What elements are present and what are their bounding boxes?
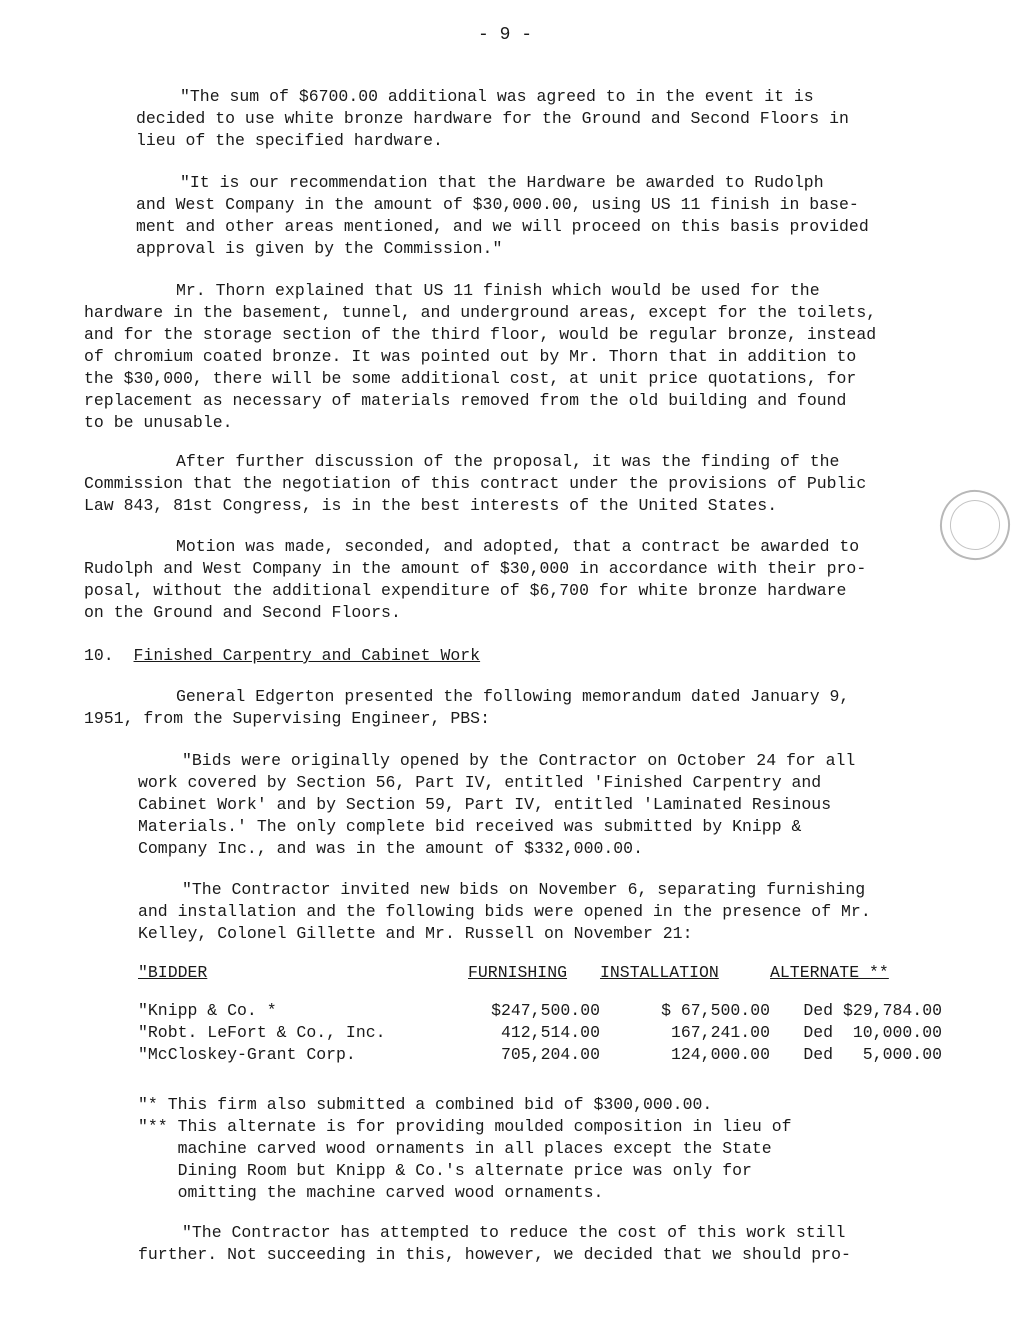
text-line: Materials.' The only complete bid received was submitted by Knipp & (138, 817, 802, 836)
cell-furnishing: $247,500.00 (491, 1001, 600, 1020)
table-header-row (138, 962, 942, 1000)
text-line: the $30,000, there will be some additional cost, at unit price quotations, for (84, 369, 857, 388)
header-bidder: "BIDDER (138, 963, 208, 982)
text-line: "The sum of $6700.00 additional was agreed to in the event it is (180, 87, 814, 106)
text-line: ment and other areas mentioned, and we will proceed on this basis provided (136, 217, 869, 236)
text-line: Cabinet Work' and by Section 59, Part IV, entitled 'Laminated Resinous (138, 795, 832, 814)
text-line: hardware in the basement, tunnel, and underground areas, except for the toilets, (84, 303, 877, 322)
paragraph-recommendation (136, 172, 869, 260)
text-line: "The Contractor has attempted to reduce the cost of this work still (182, 1223, 846, 1242)
text-line: After further discussion of the proposal, it was the finding of the (176, 452, 840, 471)
cell-furnishing: 705,204.00 (500, 1045, 600, 1064)
text-line: and West Company in the amount of $30,000.00, using US 11 finish in base- (136, 195, 859, 214)
cell-installation: $ 67,500.00 (661, 1001, 770, 1020)
text-line: Rudolph and West Company in the amount of $30,000 in accordance with their pro- (84, 559, 867, 578)
text-line: Motion was made, seconded, and adopted, that a contract be awarded to (176, 537, 860, 556)
header-installation: INSTALLATION (600, 963, 719, 982)
footnote-line: Dining Room but Knipp & Co.'s alternate price was only for (138, 1161, 752, 1180)
cell-installation: 124,000.00 (670, 1045, 770, 1064)
page-number: - 9 - (478, 25, 533, 45)
text-line: posal, without the additional expenditure of $6,700 for white bronze hardware (84, 581, 847, 600)
paragraph-thorn-explanation (84, 280, 877, 434)
paragraph-commission-finding (84, 451, 867, 517)
text-line: further. Not succeeding in this, however, we decided that we should pro- (138, 1245, 851, 1264)
text-line: lieu of the specified hardware. (136, 131, 443, 150)
library-stamp-icon (927, 477, 1018, 573)
cell-alternate: Ded 10,000.00 (803, 1023, 942, 1042)
footnote-line: omitting the machine carved wood ornaments. (138, 1183, 604, 1202)
text-line: approval is given by the Commission." (136, 239, 503, 258)
paragraph-new-bids (138, 879, 871, 945)
table-row (138, 1000, 942, 1022)
table-row (138, 1022, 942, 1044)
text-line: Company Inc., and was in the amount of $332,000.00. (138, 839, 643, 858)
cell-alternate: Ded 5,000.00 (803, 1045, 942, 1064)
text-line: and installation and the following bids were opened in the presence of Mr. (138, 902, 871, 921)
text-line: replacement as necessary of materials removed from the old building and found (84, 391, 847, 410)
table-footnotes (138, 1094, 792, 1204)
table-row (138, 1044, 942, 1066)
text-line: Mr. Thorn explained that US 11 finish which would be used for the (176, 281, 820, 300)
text-line: on the Ground and Second Floors. (84, 603, 401, 622)
paragraph-contractor-attempt (138, 1222, 851, 1266)
header-furnishing: FURNISHING (468, 963, 568, 982)
cell-bidder: "Knipp & Co. * (138, 1001, 277, 1020)
section-number: 10. (84, 646, 114, 665)
text-line: to be unusable. (84, 413, 233, 432)
text-line: 1951, from the Supervising Engineer, PBS: (84, 709, 490, 728)
text-line: General Edgerton presented the following memorandum dated January 9, (176, 687, 850, 706)
text-line: "It is our recommendation that the Hardware be awarded to Rudolph (180, 173, 824, 192)
cell-bidder: "Robt. LeFort & Co., Inc. (138, 1023, 386, 1042)
text-line: "Bids were originally opened by the Contractor on October 24 for all (182, 751, 856, 770)
text-line: Commission that the negotiation of this contract under the provisions of Public (84, 474, 867, 493)
paragraph-white-bronze (136, 86, 849, 152)
text-line: and for the storage section of the third floor, would be regular bronze, instead (84, 325, 877, 344)
bids-table (138, 962, 942, 1066)
stamp-ring (941, 491, 1009, 559)
text-line: decided to use white bronze hardware for the Ground and Second Floors in (136, 109, 849, 128)
paragraph-motion (84, 536, 867, 624)
header-alternate: ALTERNATE ** (770, 963, 889, 982)
footnote-line: "* This firm also submitted a combined bid of $300,000.00. (138, 1095, 713, 1114)
paragraph-edgerton-memo (84, 686, 850, 730)
paragraph-original-bids (138, 750, 856, 860)
cell-bidder: "McCloskey-Grant Corp. (138, 1045, 356, 1064)
text-line: Kelley, Colonel Gillette and Mr. Russell on November 21: (138, 924, 693, 943)
text-line: "The Contractor invited new bids on November 6, separating furnishing (182, 880, 866, 899)
section-title: Finished Carpentry and Cabinet Work (133, 646, 481, 665)
text-line: Law 843, 81st Congress, is in the best interests of the United States. (84, 496, 778, 515)
text-line: of chromium coated bronze. It was pointed out by Mr. Thorn that in addition to (84, 347, 857, 366)
section-heading (84, 645, 480, 667)
cell-alternate: Ded $29,784.00 (803, 1001, 942, 1020)
footnote-line: "** This alternate is for providing moulded composition in lieu of (138, 1117, 792, 1136)
text-line: work covered by Section 56, Part IV, entitled 'Finished Carpentry and (138, 773, 822, 792)
cell-furnishing: 412,514.00 (500, 1023, 600, 1042)
footnote-line: machine carved wood ornaments in all places except the State (138, 1139, 772, 1158)
cell-installation: 167,241.00 (670, 1023, 770, 1042)
